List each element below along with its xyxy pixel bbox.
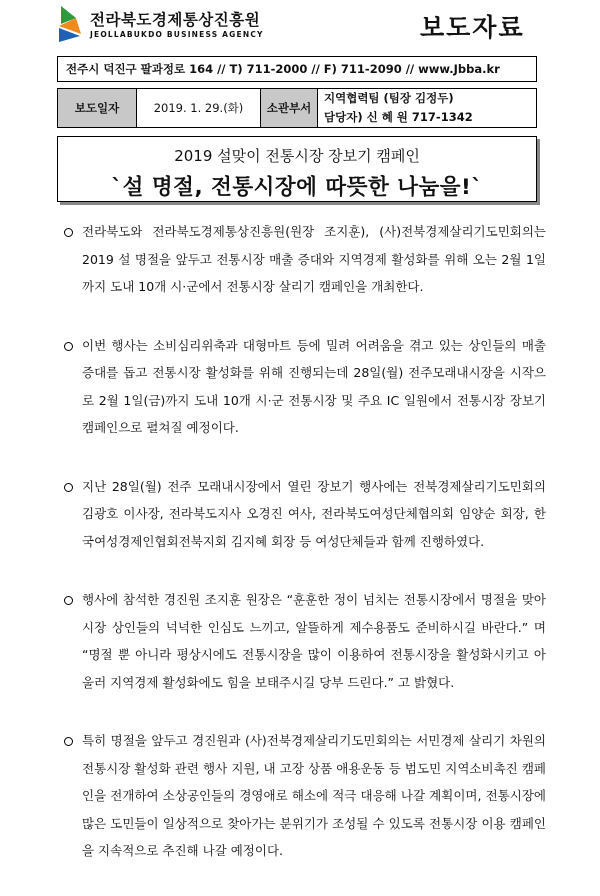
- bullet-circle-icon: [64, 228, 73, 237]
- bullet-circle-icon: [64, 596, 73, 605]
- paragraph-text: 이번 행사는 소비심리위축과 대형마트 등에 밀려 어려움을 겪고 있는 상인들의 매출 증대를 돕고 전통시장 활성화를 위해 진행되는데 28일(월) 전주모래내시장을 시작으로 2월 1일(금)까지 도내 10개 시·군 전통시장 및 주요 IC 일원에서 전통시장 장보기 캠페인으로 펼쳐질 예정이다.: [82, 337, 546, 435]
- org-name-korean: 전라북도경제통상진흥원: [90, 11, 261, 29]
- department-label: 소관부서: [261, 89, 318, 128]
- press-body: [82, 218, 546, 896]
- department-team: 지역협력팀 (팀장 김정두): [324, 91, 454, 105]
- headline-main: `설 명절, 전통시장에 따뜻한 나눔을!`: [111, 175, 483, 200]
- paragraph-text: 지난 28일(월) 전주 모래내시장에서 열린 장보기 행사에는 전북경제살리기도민회의 김광호 이사장, 전라북도지사 오경진 여사, 전라북도여성단체협의회 임양순 회장, 한국여성경제인협회전북지회 김지혜 회장 등 여성단체들과 함께 진행하였다.: [82, 478, 546, 549]
- bullet-circle-icon: [64, 737, 73, 746]
- date-label: 보도일자: [58, 89, 137, 128]
- paragraph: [82, 586, 546, 696]
- paragraph: [82, 473, 546, 556]
- bullet-circle-icon: [64, 342, 73, 351]
- paragraph-text: 행사에 참석한 경진원 조지훈 원장은 “훈훈한 정이 넘치는 전통시장에서 명절을 맞아 시장 상인들의 넉넉한 인심도 느끼고, 알뜰하게 제수용품도 준비하시길 바란다.” 며 “명절 뿐 아니라 평상시에도 전통시장을 많이 이용하여 전통시장을 활성화시키고 아울러 지역경제 활성화에도 힘을 보태주시길 당부 드린다.” 고 밝혔다.: [82, 592, 546, 690]
- paragraph-text: 특히 명절을 앞두고 경진원과 (사)전북경제살리기도민회의는 서민경제 살리기 차원의 전통시장 활성화 관련 행사 지원, 내 고장 상품 애용운동 등 범도민 지역소비촉진 캠페인을 전개하여 소상공인들의 경영애로 해소에 적극 대응해 나갈 계획이며, 전통시장에 많은 도민들이 일상적으로 찾아가는 분위기가 조성될 수 있도록 전통시장 이용 캠페인을 지속적으로 추진해 나갈 예정이다.: [82, 733, 546, 858]
- bullet-circle-icon: [64, 483, 73, 492]
- paragraph: [82, 332, 546, 442]
- document-type-title: 보도자료: [420, 13, 525, 42]
- address-bar: 전주시 덕진구 팔과정로 164 // T) 711-2000 // F) 711-2090 // www.Jbba.kr: [57, 56, 537, 82]
- paragraph: [82, 727, 546, 865]
- org-name-english: JEOLLABUKDO BUSINESS AGENCY: [90, 30, 264, 39]
- letterhead: [0, 0, 600, 50]
- headline-subtitle: 2019 설맞이 전통시장 장보기 캠페인: [174, 147, 420, 165]
- headline-box: [57, 136, 537, 202]
- agency-logo-icon: [56, 4, 86, 44]
- department-contact: [318, 89, 537, 128]
- paragraph-text: 전라북도와 전라북도경제통상진흥원(원장 조지훈), (사)전북경제살리기도민회의는 2019 설 명절을 앞두고 전통시장 매출 증대와 지역경제 활성화를 위해 오는 2월 1일까지 도내 10개 시·군에서 전통시장 살리기 캠페인을 개최한다.: [82, 224, 546, 294]
- paragraph: [82, 218, 546, 301]
- release-info-table: [57, 88, 537, 128]
- release-date: 2019. 1. 29.(화): [137, 89, 261, 128]
- contact-person: 담당자) 신 혜 원 717-1342: [324, 110, 473, 124]
